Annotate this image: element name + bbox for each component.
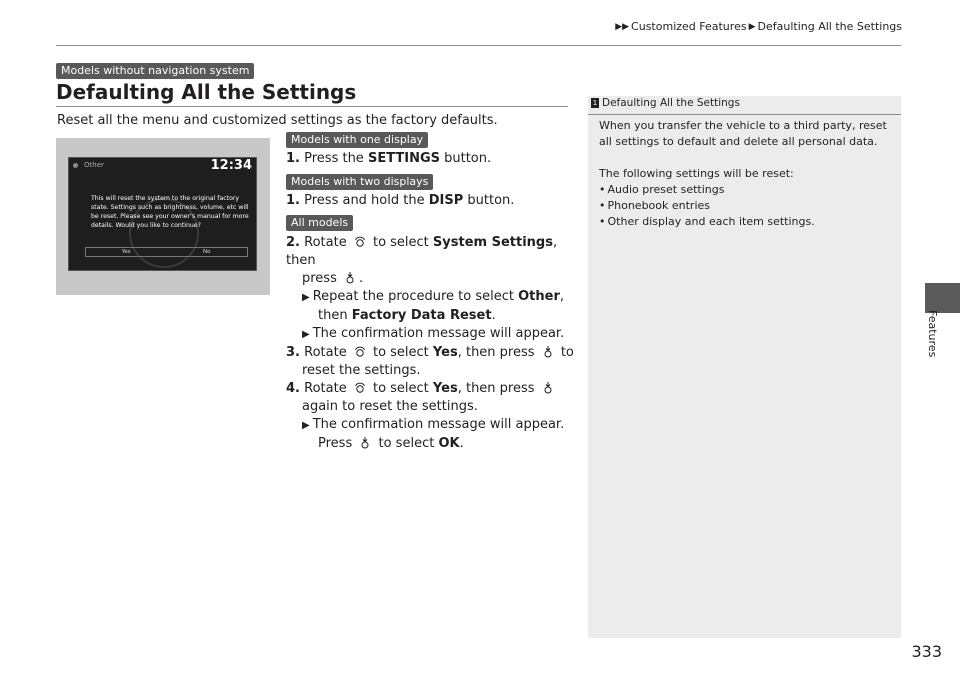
- breadcrumb-arrow-icon: ▶: [748, 21, 756, 32]
- section-tab-marker: [925, 283, 960, 313]
- note-bullet: • Phonebook entries: [599, 199, 711, 212]
- tag-two-displays: Models with two displays: [286, 174, 433, 190]
- bullet-icon: •: [599, 215, 606, 228]
- section-tab-label[interactable]: Features: [926, 310, 939, 358]
- step-one-display: 1. Press the SETTINGS button.: [286, 151, 492, 166]
- page-number: 333: [911, 642, 942, 661]
- rotate-knob-icon: [354, 382, 366, 394]
- menu-dot-icon: [73, 163, 78, 168]
- screen-illustration: [68, 157, 257, 271]
- press-knob-icon: [359, 437, 371, 449]
- bullet-icon: •: [599, 183, 606, 196]
- sub-step-arrow-icon: ▶: [302, 292, 310, 303]
- note-bullet: • Audio preset settings: [599, 183, 725, 196]
- note-paragraph: The following settings will be reset:: [599, 167, 794, 180]
- title-rule: [56, 106, 568, 107]
- bullet-icon: •: [599, 199, 606, 212]
- rotate-knob-icon: [354, 346, 366, 358]
- note-paragraph: When you transfer the vehicle to a third party, reset all settings to default and delete all personal data.: [599, 119, 887, 148]
- side-note-body: [599, 118, 895, 230]
- page-title: Defaulting All the Settings: [56, 80, 357, 104]
- screen-yes-button: Yes: [121, 249, 131, 255]
- screen-message: This will reset the system to the original factory state. Settings such as brightness, volume, etc will be reset. Please see your owner's manual for more details. Would you like to continue?: [91, 195, 249, 229]
- note-number-badge: 1: [592, 99, 598, 107]
- step-two-displays: 1. Press and hold the DISP button.: [286, 193, 515, 208]
- screen-clock: 12:34: [210, 158, 252, 173]
- tag-no-navigation: Models without navigation system: [56, 63, 254, 79]
- screen-header: [73, 161, 104, 169]
- screen-button-row: [85, 247, 248, 257]
- breadcrumb-arrow-icon: ▶▶: [615, 21, 630, 32]
- tag-one-display: Models with one display: [286, 132, 428, 148]
- breadcrumb-item-customized-features[interactable]: Customized Features: [631, 20, 747, 33]
- sub-step-arrow-icon: ▶: [302, 329, 310, 340]
- breadcrumb: [613, 20, 902, 33]
- step-2: 2. Rotate to select System Settings, then press . ▶ Repeat the procedure to select Other, then Factory Data Reset. ▶ The confirmation message will appear. 3. Rotate to select Yes, then press to reset the settings. 4. Rotate to select Yes, then press again to reset the settings. ▶ The confirmation message will appear. Press to select OK.: [286, 235, 574, 451]
- press-knob-icon: [344, 272, 356, 284]
- press-knob-icon: [542, 346, 554, 358]
- breadcrumb-item-current: Defaulting All the Settings: [757, 20, 902, 33]
- side-note-heading: 1 Defaulting All the Settings: [592, 97, 740, 109]
- note-bullet: • Other display and each item settings.: [599, 215, 815, 228]
- rotate-knob-icon: [354, 236, 366, 248]
- header-rule: [56, 45, 901, 46]
- sub-step-arrow-icon: ▶: [302, 420, 310, 431]
- screen-no-button: No: [203, 249, 211, 255]
- press-knob-icon: [542, 382, 554, 394]
- screen-menu-title: Other: [84, 161, 104, 169]
- side-note-rule: [588, 114, 901, 115]
- intro-text: Reset all the menu and customized settings as the factory defaults.: [57, 113, 498, 128]
- tag-all-models: All models: [286, 215, 353, 231]
